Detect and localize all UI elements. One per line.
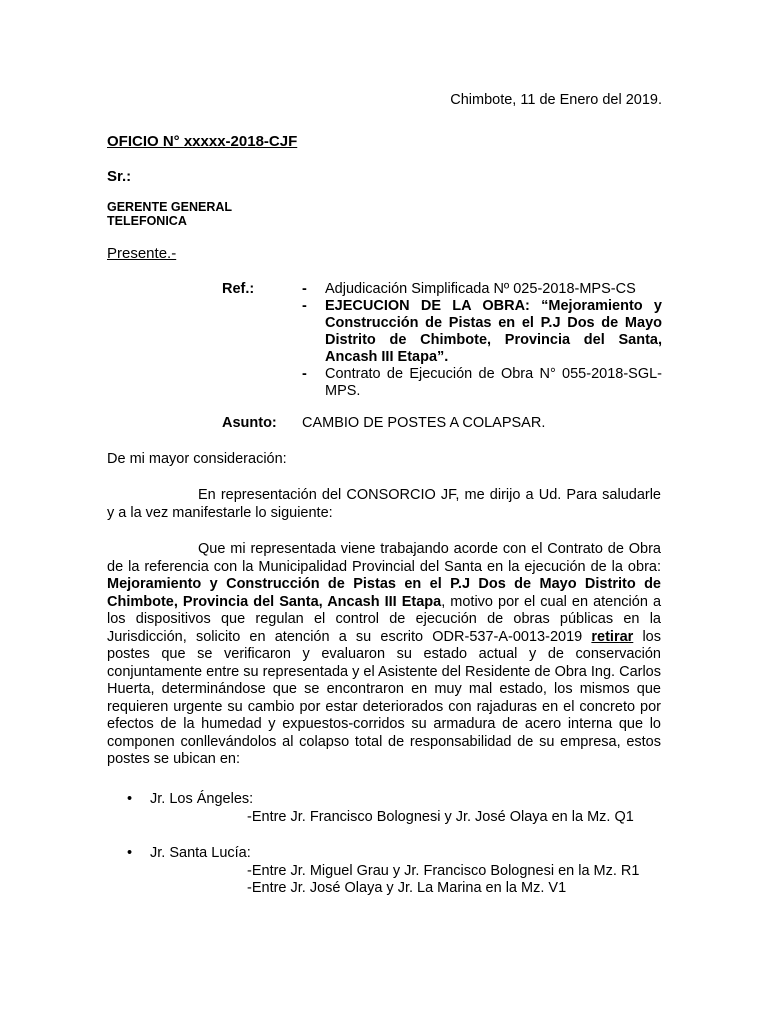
salutation-sr: Sr.: [107, 168, 132, 185]
body-text: los postes que se verificaron y evaluaron su estado actual y de conservación conjuntamente entre su representada y el Asistente del Residente de Obra Ing. Carlos Huerta, determinándose que se encontraron en muy mal estado, los mismos que requieren urgente su cambio por estar deteriorados con rajaduras en el concreto por efectos de la humedad y expuestos-corridos su armadura de acero interna que lo componen conllevándolos al colapso total de responsabilidad de su empresa, estos postes se ubican en: [107, 628, 661, 767]
bullet-icon: • [127, 791, 133, 807]
ref-item-text: Contrato de Ejecución de Obra N° 055-2018-SGL-MPS. [325, 366, 662, 399]
asunto-text: CAMBIO DE POSTES A COLAPSAR. [302, 415, 546, 431]
ref-item [302, 281, 662, 298]
ref-item [302, 298, 662, 366]
street-name: Jr. Santa Lucía: [150, 845, 251, 861]
paragraph-intro: En representación del CONSORCIO JF, me dirijo a Ud. Para saludarle y a la vez manifestarle lo siguiente: [107, 487, 661, 521]
body-text: Que mi representada viene trabajando acorde con el Contrato de Obra de la referencia con la Municipalidad Provincial del Santa en la ejecución de la obra: [107, 541, 661, 575]
project-name: Mejoramiento y Construcción de Pistas en el P.J Dos de Mayo Distrito de Chimbote, Provincia del Santa, Ancash III Etapa [107, 576, 661, 610]
street-segment: -Entre Jr. Francisco Bolognesi y Jr. José Olaya en la Mz. Q1 [247, 808, 634, 825]
street-name: Jr. Los Ángeles: [150, 791, 254, 807]
ref-item [302, 366, 662, 400]
location-item [127, 791, 690, 826]
salutation: De mi mayor consideración: [107, 451, 287, 467]
oficio-number: OFICIO N° xxxxx-2018-CJF [107, 133, 298, 150]
ref-list [302, 281, 662, 400]
letter-date: Chimbote, 11 de Enero del 2019. [450, 92, 662, 108]
asunto-label: Asunto: [222, 415, 277, 431]
ref-obra-title: “Mejoramiento y Construcción de Pistas en el P.J Dos de Mayo Distrito de Chimbote, Provincia del Santa, Ancash III Etapa”. [325, 298, 662, 365]
presente-line: Presente.- [107, 245, 177, 262]
recipient-block [107, 200, 232, 228]
paragraph-body [107, 541, 661, 769]
recipient-title: GERENTE GENERAL [107, 200, 233, 214]
ref-label: Ref.: [222, 281, 255, 297]
ref-item-text: Adjudicación Simplificada Nº 025-2018-MPS-CS [325, 281, 636, 297]
retirar-emphasis: retirar [591, 628, 634, 645]
ref-dash: - [302, 366, 307, 382]
location-item [127, 845, 690, 898]
street-segment: -Entre Jr. José Olaya y Jr. La Marina en la Mz. V1 [247, 880, 567, 896]
ref-dash: - [302, 298, 307, 314]
locations-list [127, 791, 690, 917]
recipient-company: TELEFONICA [107, 214, 187, 228]
ref-item-text [325, 298, 662, 366]
bullet-icon: • [127, 845, 133, 861]
ref-obra-label: EJECUCION DE LA OBRA: [325, 298, 530, 314]
ref-dash: - [302, 281, 307, 297]
body-text: , motivo por el cual en atención a los dispositivos que regulan el control de ejecución de obras públicas en la Jurisdicción, solicito en atención a su escrito ODR-537-A-0013-2019 [107, 593, 662, 645]
street-segment: -Entre Jr. Miguel Grau y Jr. Francisco Bolognesi en la Mz. R1 [247, 862, 640, 879]
